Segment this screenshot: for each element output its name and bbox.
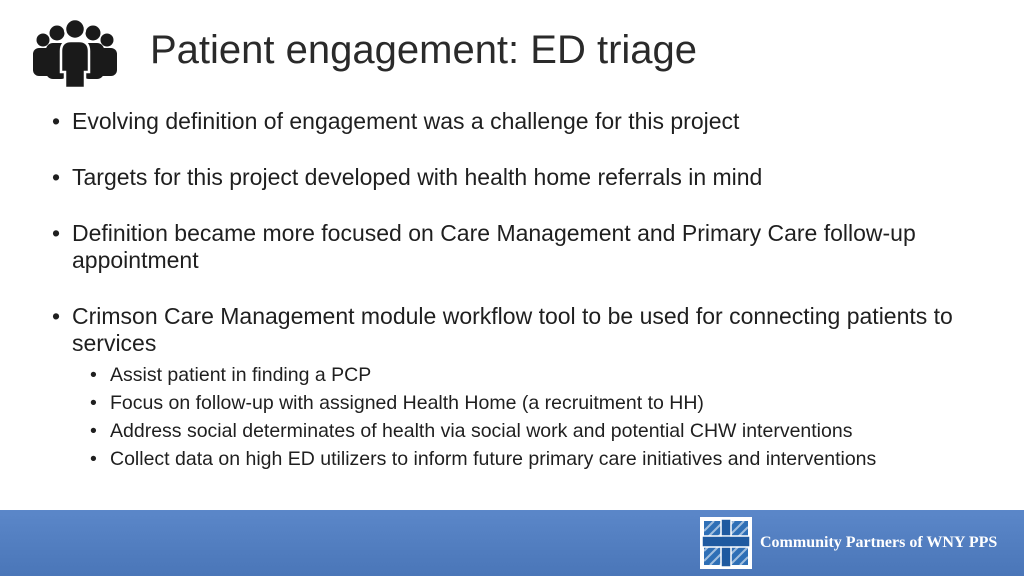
bullet-item [52,108,992,135]
sub-bullet-item: • Focus on follow-up with assigned Health Home (a recruitment to HH) [90,389,992,417]
bullet-text: Targets for this project developed with health home referrals in mind [72,164,763,190]
bullet-item [52,220,992,274]
organization-logo [700,517,752,569]
people-group-icon [30,18,120,90]
bullet-item [52,164,992,191]
medical-cross-logo-icon [700,517,752,569]
sub-bullet-item: • Address social determinates of health via social work and potential CHW interventions [90,417,992,445]
sub-bullet-item: • Collect data on high ED utilizers to inform future primary care initiatives and interventions [90,445,992,473]
sub-bullet-item: • Assist patient in finding a PCP [90,361,992,389]
bullet-list [52,108,992,502]
slide-title: Patient engagement: ED triage [150,28,698,72]
sub-bullet-list [90,361,992,473]
bullet-text: Evolving definition of engagement was a challenge for this project [72,108,740,134]
bullet-text: Crimson Care Management module workflow tool to be used for connecting patients to services [72,303,953,356]
bullet-text: Definition became more focused on Care Management and Primary Care follow-up appointment [72,220,916,273]
organization-name: Community Partners of WNY PPS [760,534,998,551]
bullet-item [52,303,992,473]
